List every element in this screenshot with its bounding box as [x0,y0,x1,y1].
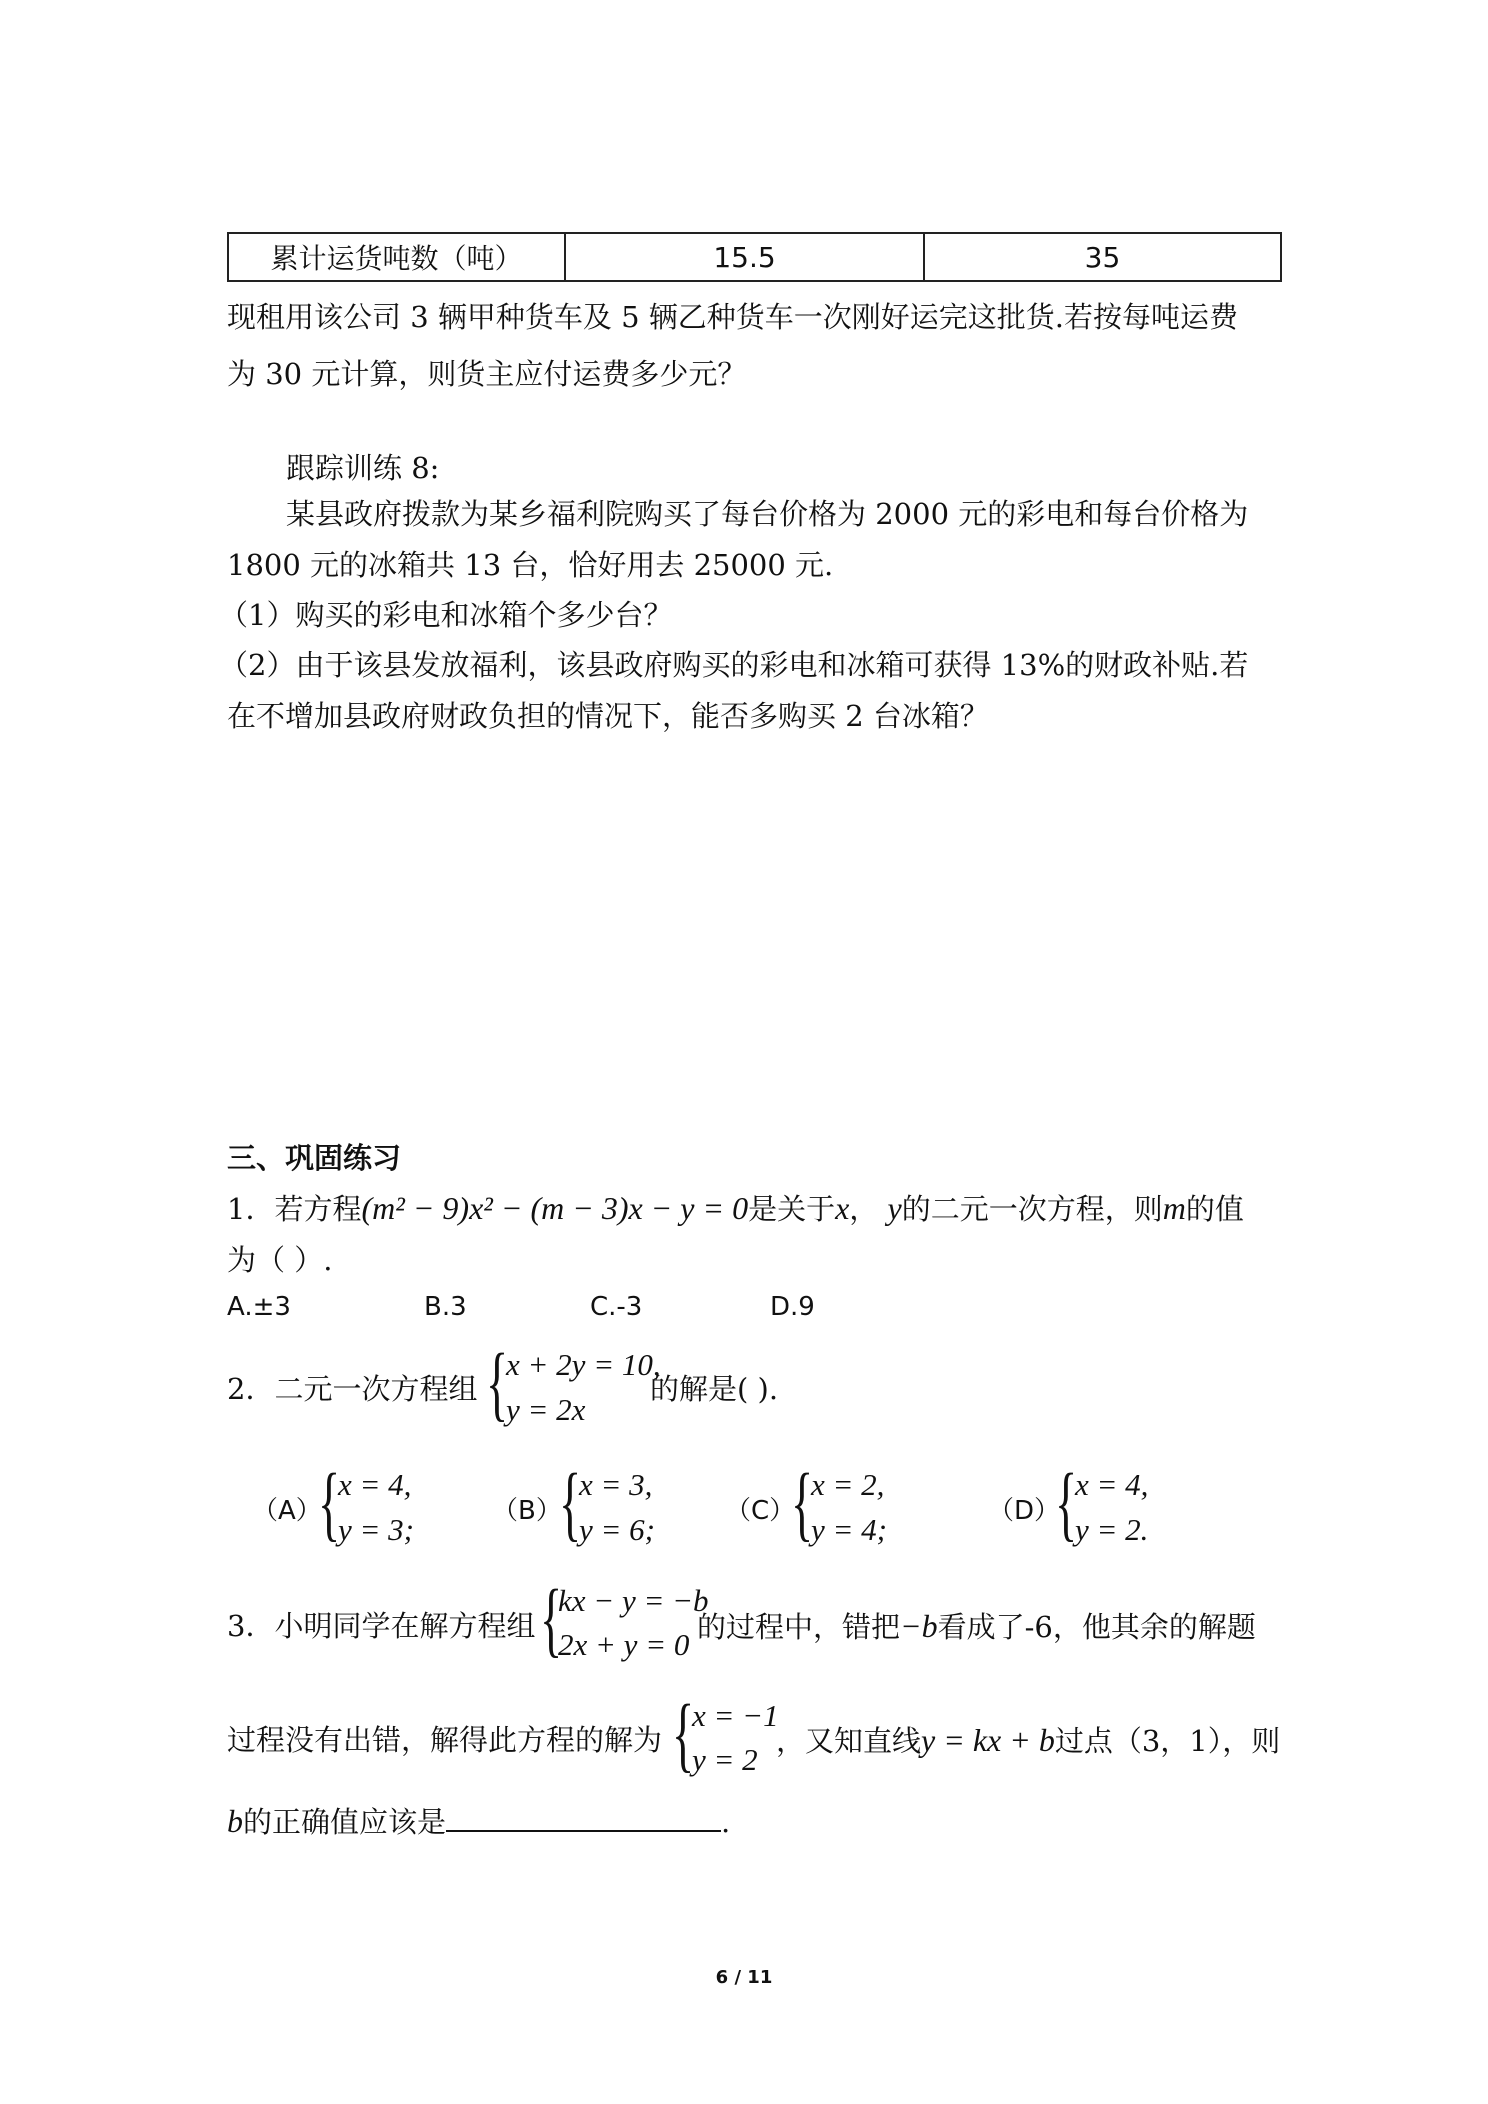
q1-line1 [227,1188,1244,1229]
q2-option-c-eq2: y = 4; [811,1512,888,1547]
q2-option-d-eq2: y = 2. [1075,1512,1149,1547]
q2-option-b-eq1: x = 3, [579,1467,653,1502]
q2-option-a-eq2: y = 3; [338,1512,415,1547]
q3-prefix: 3．小明同学在解方程组 [227,1609,536,1643]
q1-option-c: C.-3 [590,1292,643,1322]
q2-option-a-label: （A） [252,1496,322,1526]
practice8-q2-line1: （2）由于该县发放福利，该县政府购买的彩电和冰箱可获得 13%的财政补贴.若 [219,648,1249,682]
q2-option-a-eq1: x = 4, [338,1467,412,1502]
q2-option-c-brace-icon: { [791,1457,814,1550]
q2-option-b-brace-icon: { [559,1457,582,1550]
q3-sol1: x = −1 [692,1698,779,1733]
practice8-line2: 1800 元的冰箱共 13 台，恰好用去 25000 元. [227,548,834,582]
q2-option-d-label: （D） [988,1496,1061,1526]
practice8-line1: 某县政府拨款为某乡福利院购买了每台价格为 2000 元的彩电和每台价格为 [286,497,1249,531]
q2-option-d-eq1: x = 4, [1075,1467,1149,1502]
q1-option-b: B.3 [424,1292,467,1322]
q2-brace-icon: { [486,1337,509,1430]
q2-option-b-label: （B） [492,1496,562,1526]
q1-sep: ， [849,1192,879,1226]
practice8-q2-line2: 在不增加县政府财政负担的情况下，能否多购买 2 台冰箱？ [227,699,989,733]
q1-option-d: D.9 [770,1292,815,1322]
para1-line2: 为 30 元计算，则货主应付运费多少元？ [227,357,747,391]
q3-line2-rest [776,1720,1280,1761]
q3-line2-suffix: 过点（3，1），则 [1054,1724,1281,1758]
q1-suffix1: 的二元一次方程，则 [901,1192,1163,1226]
para1-line1: 现租用该公司 3 辆甲种货车及 5 辆乙种货车一次刚好运完这批货.若按每吨运费 [227,300,1238,334]
q1-var-m: m [1162,1190,1186,1226]
section3-heading: 三、巩固练习 [227,1141,402,1175]
page-number: 6 / 11 [715,1967,773,1988]
q3-line3-end: . [721,1805,731,1839]
q3-line3 [227,1800,730,1842]
q3-line-eq: y = kx + b [921,1722,1055,1758]
q2-eq1: x + 2y = 10, [506,1347,661,1382]
q3-answer-blank[interactable] [446,1800,721,1832]
table-cell-value-1: 15.5 [565,233,924,281]
table-row [228,233,1281,281]
q3-line2-prefix: 过程没有出错，解得此方程的解为 [227,1723,663,1757]
q3-mid1: 的过程中，错把 [697,1610,901,1644]
q3-neg-b: −b [900,1608,938,1644]
q1-prefix: 1．若方程 [227,1192,362,1226]
q3-line2-mid: ，又知直线 [776,1724,922,1758]
q3-line1-rest [697,1606,1256,1647]
q3-sol2: y = 2 [692,1742,758,1777]
q1-option-a: A.±3 [227,1292,291,1322]
table-cell-value-2: 35 [924,233,1281,281]
q2-option-d-brace-icon: { [1055,1457,1078,1550]
q2-option-c-eq1: x = 2, [811,1467,885,1502]
q1-var-y: y [887,1190,902,1226]
q2-option-a-brace-icon: { [318,1457,341,1550]
q3-eq2: 2x + y = 0 [558,1627,690,1662]
q3-mid2: 看成了-6，他其余的解题 [937,1610,1256,1644]
q1-var-x: x [835,1190,850,1226]
q3-solution-brace-icon: { [672,1688,695,1781]
q1-equation: (m² − 9)x² − (m − 3)x − y = 0 [361,1190,749,1226]
q3-eq1: kx − y = −b [558,1583,709,1618]
table-cell-label: 累计运货吨数（吨） [228,233,565,281]
q2-prefix: 2．二元一次方程组 [227,1372,478,1406]
q2-suffix: 的解是( ). [650,1372,779,1406]
q2-option-c-label: （C） [725,1496,796,1526]
q2-option-b-eq2: y = 6; [579,1512,656,1547]
practice8-q1: （1）购买的彩电和冰箱个多少台？ [219,598,673,632]
q1-line2: 为（ ）. [227,1243,333,1277]
q3-line3-text: 的正确值应该是 [243,1805,447,1839]
practice8-title: 跟踪训练 8: [286,451,440,485]
q3-brace-icon: { [540,1573,563,1666]
q3-line3-var: b [227,1803,243,1839]
q2-eq2: y = 2x [506,1392,586,1427]
q1-mid: 是关于 [748,1192,836,1226]
q1-suffix2: 的值 [1185,1192,1244,1226]
freight-table [227,232,1282,282]
